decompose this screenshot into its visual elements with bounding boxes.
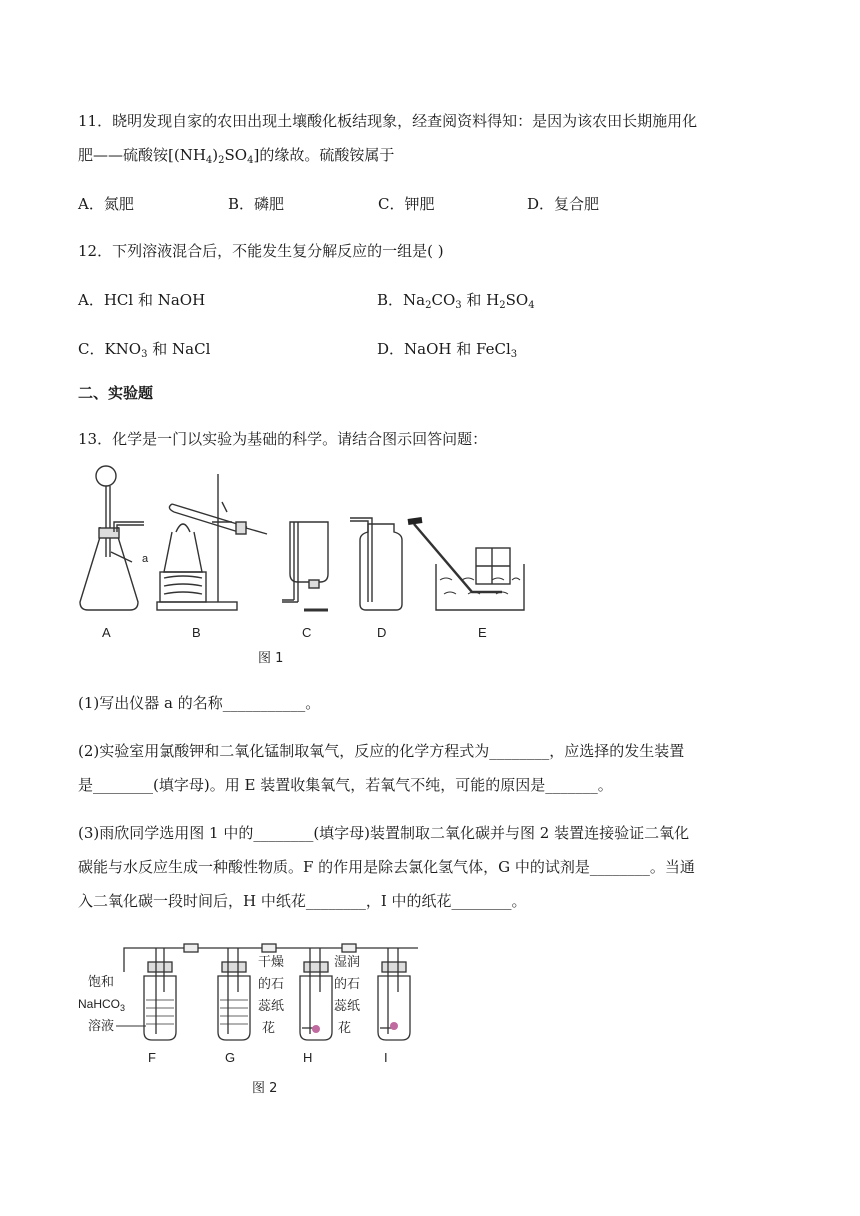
figure-1 xyxy=(72,462,542,672)
q12-b-sub4: 4 xyxy=(528,300,535,311)
i-paper-flower-icon xyxy=(390,1022,398,1030)
q12-b-part-d: SO xyxy=(505,291,529,309)
q12-option-d[interactable] xyxy=(377,338,517,360)
bottle-g xyxy=(218,948,250,1040)
q13-stem: 13．化学是一门以实验为基础的科学。请结合图示回答问题： xyxy=(78,430,488,448)
fig2-f-label1: 饱和 xyxy=(88,975,115,990)
apparatus-c-bottle xyxy=(282,522,328,610)
q11-line2-a: 肥——硫酸铵[(NH xyxy=(78,146,206,164)
q13-sub3-line3: 入二氧化碳一段时间后，H 中纸花________，I 中的纸花________。 xyxy=(78,892,527,910)
q11-option-d[interactable]: D．复合肥 xyxy=(527,195,600,213)
q12-option-a[interactable]: A．HCl 和 NaOH xyxy=(78,291,206,309)
apparatus-a-flask xyxy=(80,466,144,610)
fig2-label-I: I xyxy=(384,1050,388,1065)
fig2-i-label-2: 的石 xyxy=(334,977,361,992)
q12-option-b[interactable] xyxy=(377,289,535,311)
fig2-label-G: G xyxy=(225,1050,236,1065)
fig2-i-label-3: 蕊纸 xyxy=(334,999,361,1014)
fig2-f-label2-sub: 3 xyxy=(120,1003,126,1013)
q12-d-part-a: D．NaOH 和 FeCl xyxy=(377,340,511,358)
q13-sub3-line1: (3)雨欣同学选用图 1 中的________(填字母)装置制取二氧化碳并与图 2 装置连接验证二氧化 xyxy=(78,824,690,842)
fig2-f-label2 xyxy=(78,997,125,1013)
q11-option-b[interactable]: B．磷肥 xyxy=(228,195,285,213)
fig1-label-C: C xyxy=(302,625,312,640)
q13-sub3-line2: 碳能与水反应生成一种酸性物质。F 的作用是除去氯化氢气体，G 中的试剂是________。当通 xyxy=(78,858,695,876)
q11-sub1: 4 xyxy=(205,155,213,166)
h-paper-flower-icon xyxy=(312,1025,320,1033)
q13-sub2-line1: (2)实验室用氯酸钾和二氧化锰制取氧气，反应的化学方程式为________，应选择的发生装置 xyxy=(78,742,685,760)
apparatus-e-trough xyxy=(408,520,524,610)
apparatus-d-bottle xyxy=(350,518,402,610)
fig1-label-a: a xyxy=(142,553,149,565)
fig2-h-label-3: 蕊纸 xyxy=(258,999,285,1014)
q11-line2-d: ]的缘故。硫酸铵属于 xyxy=(253,146,395,164)
fig2-f-label2-main: NaHCO xyxy=(78,997,121,1011)
q12-c-part-b: 和 NaCl xyxy=(147,340,211,358)
fig2-i-label-1: 湿润 xyxy=(334,955,361,970)
q11-sub2: 2 xyxy=(218,155,225,166)
q11-option-a[interactable]: A．氮肥 xyxy=(78,195,134,213)
q11-line2-b: ) xyxy=(212,146,219,164)
figure-2 xyxy=(72,936,432,1106)
fig2-label-H: H xyxy=(303,1050,313,1065)
fig2-h-label-4: 花 xyxy=(262,1021,276,1036)
q11-line2-c: SO xyxy=(224,146,248,164)
bottle-f xyxy=(144,948,176,1040)
q11-sub3: 4 xyxy=(247,155,254,166)
fig2-h-label-2: 的石 xyxy=(258,977,285,992)
apparatus-b-heating xyxy=(157,474,267,610)
fig2-f-label3: 溶液 xyxy=(88,1019,115,1034)
fig1-label-E: E xyxy=(478,625,487,640)
q12-b-sub2: 3 xyxy=(455,300,462,311)
q12-c-part-a: C．KNO xyxy=(78,340,142,358)
fig2-caption: 图 2 xyxy=(252,1081,278,1096)
fig2-label-F: F xyxy=(148,1050,156,1065)
q12-c-sub1: 3 xyxy=(141,349,148,360)
q11-line1: 11．晓明发现自家的农田出现土壤酸化板结现象，经查阅资料得知：是因为该农田长期施用化 xyxy=(78,112,698,130)
fig1-label-D: D xyxy=(377,625,387,640)
fig2-i-label-4: 花 xyxy=(338,1021,352,1036)
q11-option-c[interactable]: C．钾肥 xyxy=(378,195,435,213)
section-heading: 二、实验题 xyxy=(78,384,154,402)
fig1-caption: 图 1 xyxy=(258,651,284,666)
fig1-label-A: A xyxy=(102,625,111,640)
q12-stem: 12．下列溶液混合后，不能发生复分解反应的一组是( ) xyxy=(78,242,444,260)
q12-option-c[interactable] xyxy=(78,338,210,360)
q11-line2 xyxy=(78,144,394,166)
q13-sub2-line2: 是________(填字母)。用 E 装置收集氧气，若氧气不纯，可能的原因是_______。 xyxy=(78,776,613,794)
q13-sub1: (1)写出仪器 a 的名称___________。 xyxy=(78,694,321,712)
fig2-h-label-1: 干燥 xyxy=(258,955,285,970)
q12-d-sub1: 3 xyxy=(510,349,518,360)
q12-b-part-a: B．Na xyxy=(377,291,426,309)
q12-b-part-b: CO xyxy=(431,291,456,309)
q12-b-sub1: 2 xyxy=(425,300,432,311)
q12-b-sub3: 2 xyxy=(499,300,506,311)
q12-b-part-c: 和 H xyxy=(461,291,500,309)
fig1-label-B: B xyxy=(192,625,201,640)
